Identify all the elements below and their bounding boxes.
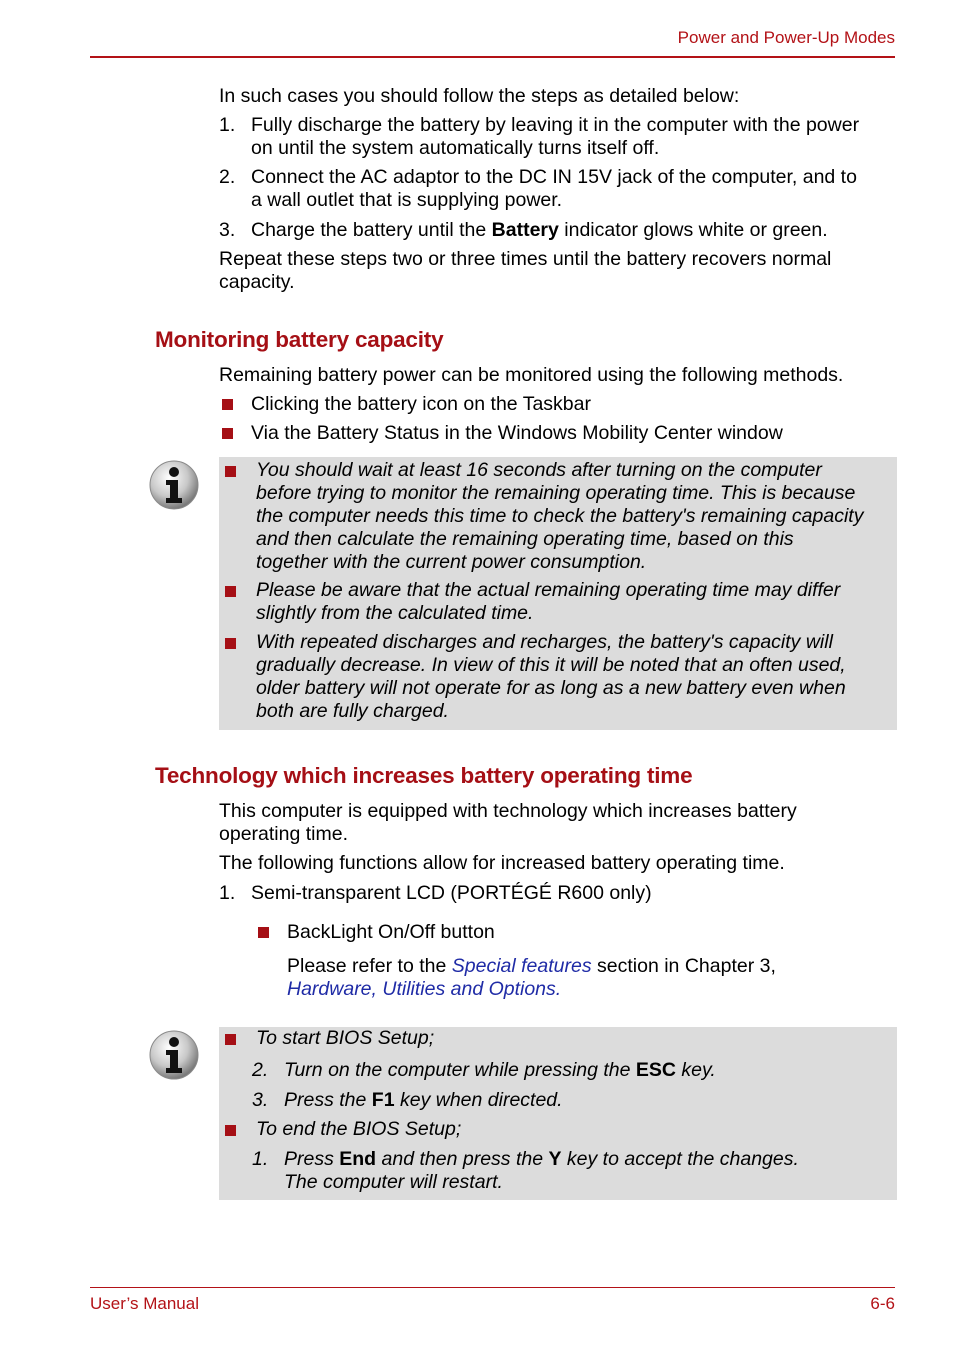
repeat-text: Repeat these steps two or three times until the battery recovers normal capacity.	[219, 248, 832, 293]
step-number: 1.	[252, 1148, 269, 1170]
step-text: Connect the AC adaptor to the DC IN 15V jack of the computer, and to a wall outlet that is supplying power.	[251, 166, 857, 211]
section-heading-technology: Technology which increases battery operating time	[155, 763, 693, 788]
step-number: 2.	[252, 1059, 269, 1081]
note-item: To start BIOS Setup;	[256, 1027, 435, 1049]
intro-text: In such cases you should follow the steps as detailed below:	[219, 85, 740, 107]
section2-p1: This computer is equipped with technology which increases battery operating time.	[219, 800, 797, 845]
item-text: Semi-transparent LCD (PORTÉGÉ R600 only)	[251, 882, 652, 904]
note-item: Please be aware that the actual remaining operating time may differ slightly from the calculated time.	[256, 579, 841, 624]
refer-text: Please refer to the Special features section in Chapter 3, Hardware, Utilities and Options.	[287, 955, 776, 1000]
step-number: 1.	[219, 114, 236, 136]
page-header	[90, 26, 895, 58]
page-footer	[90, 1287, 895, 1313]
step-text: Charge the battery until the Battery indicator glows white or green.	[251, 219, 828, 241]
bullet-icon	[225, 1125, 236, 1136]
item-number: 1.	[219, 882, 236, 904]
list-item: Via the Battery Status in the Windows Mobility Center window	[251, 422, 783, 444]
step-number: 2.	[219, 166, 236, 188]
link-hardware-utilities-options[interactable]: Hardware, Utilities and Options	[287, 978, 556, 1000]
section-heading-monitoring: Monitoring battery capacity	[155, 327, 444, 352]
info-icon	[148, 1029, 200, 1081]
note-box-bios	[219, 1027, 897, 1200]
footer-manual-title: User’s Manual	[90, 1294, 199, 1313]
bullet-icon	[222, 399, 233, 410]
header-title: Power and Power-Up Modes	[677, 28, 895, 47]
bullet-icon	[258, 927, 269, 938]
section2-p2: The following functions allow for increased battery operating time.	[219, 852, 785, 874]
note-item: You should wait at least 16 seconds after turning on the computer before trying to monitor the remaining operating time. This is because the computer needs this time to check the battery's remaining capacity and then calculate the remaining operating time, based on this together with the current power consumption.	[256, 459, 864, 573]
sub-bullet-text: BackLight On/Off button	[287, 921, 495, 943]
note-item: With repeated discharges and recharges, the battery's capacity will gradually decrease. In view of this it will be noted that an often used, older battery will not operate for as long as a new battery even when both are fully charged.	[256, 631, 846, 722]
bullet-icon	[225, 586, 236, 597]
info-icon	[148, 459, 200, 511]
bullet-icon	[225, 466, 236, 477]
link-special-features[interactable]: Special features	[451, 955, 592, 977]
note-step: Turn on the computer while pressing the ESC key.	[284, 1059, 716, 1081]
step-number: 3.	[252, 1089, 269, 1111]
bullet-icon	[225, 638, 236, 649]
note-box-battery	[219, 457, 897, 730]
section1-intro: Remaining battery power can be monitored using the following methods.	[219, 364, 844, 386]
note-step: Press End and then press the Y key to accept the changes. The computer will restart.	[284, 1148, 799, 1193]
page-number: 6-6	[870, 1294, 895, 1313]
bullet-icon	[225, 1034, 236, 1045]
list-item: Clicking the battery icon on the Taskbar	[251, 393, 591, 415]
step-text: Fully discharge the battery by leaving it in the computer with the power on until the system automatically turns itself off.	[251, 114, 860, 159]
step-number: 3.	[219, 219, 236, 241]
bullet-icon	[222, 428, 233, 439]
note-item: To end the BIOS Setup;	[256, 1118, 462, 1140]
note-step: Press the F1 key when directed.	[284, 1089, 563, 1111]
